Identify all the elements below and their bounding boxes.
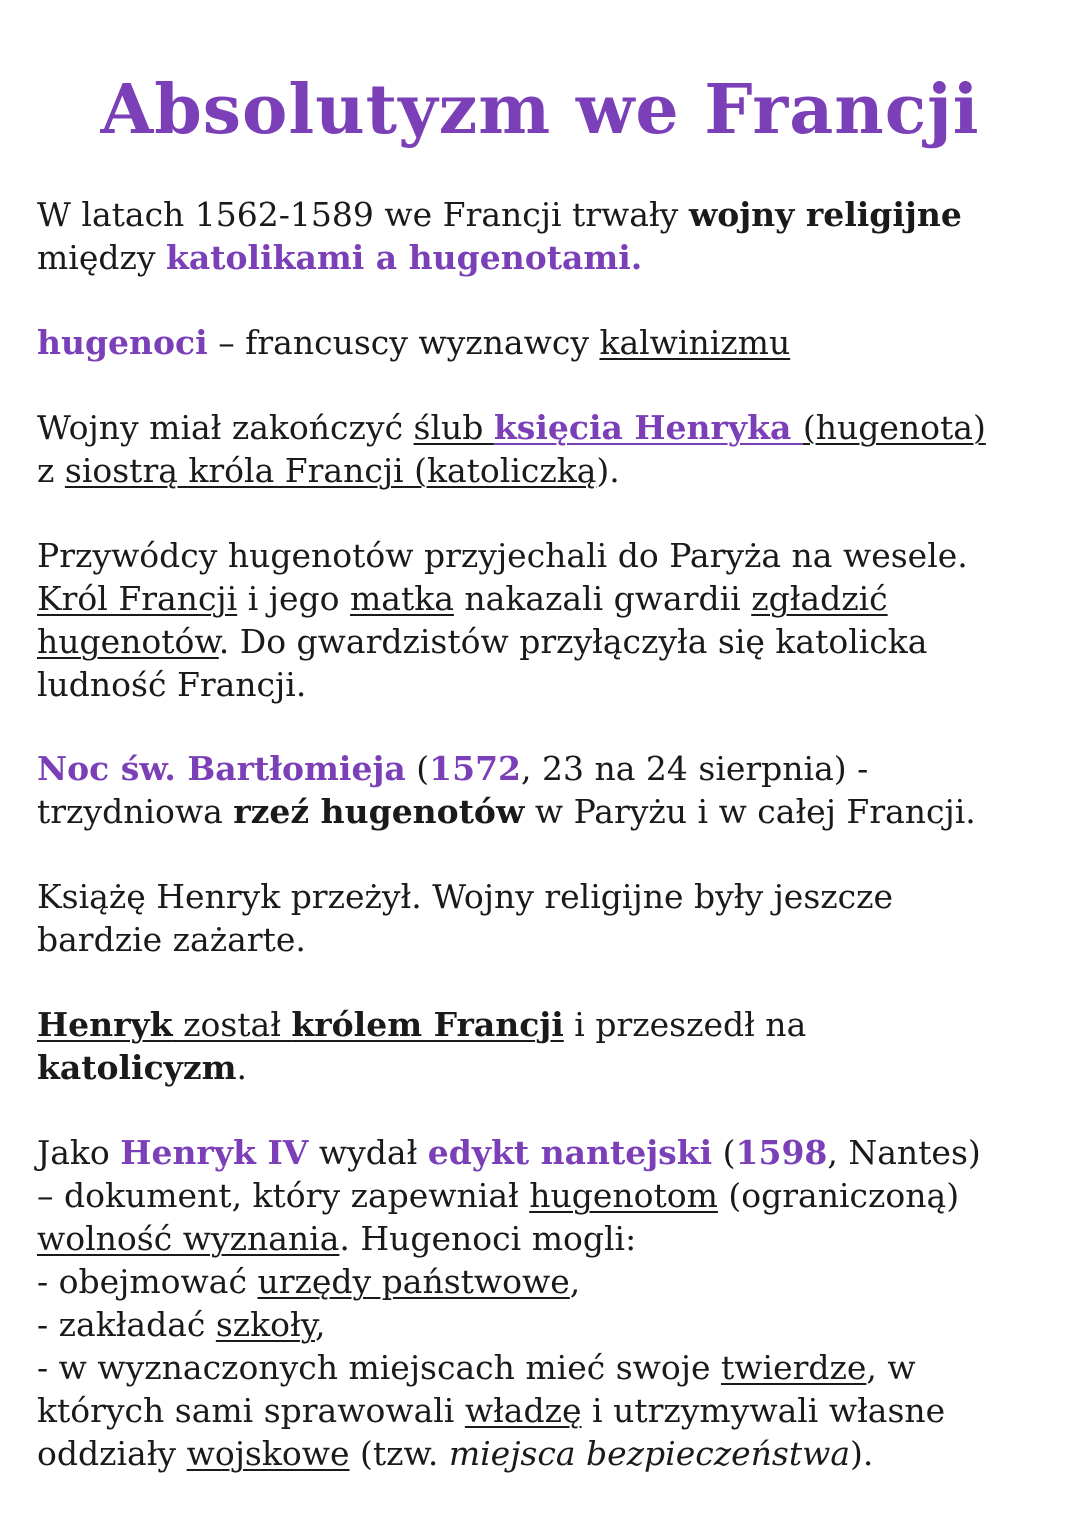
text-span: (ograniczoną) <box>717 1176 960 1215</box>
text-line <box>37 449 1057 492</box>
underlined-term: Król Francji <box>37 579 238 618</box>
underlined-term: twierdze <box>721 1348 867 1387</box>
text-span: - zakładać <box>37 1305 216 1344</box>
list-item <box>37 1303 1057 1346</box>
text-line <box>37 406 1057 449</box>
paragraph-paris-wedding <box>37 534 1057 706</box>
underlined-term: hugenotom <box>529 1176 718 1215</box>
paragraph-wedding <box>37 406 1057 492</box>
underlined-term: został <box>172 1005 292 1044</box>
underlined-term: zgładzić <box>751 579 888 618</box>
text-span: - obejmować <box>37 1262 258 1301</box>
underlined-term: hugenotów <box>37 622 219 661</box>
text-span: ). <box>596 451 620 490</box>
text-span: . Hugenoci mogli: <box>339 1219 637 1258</box>
text-line <box>37 790 1057 833</box>
text-span: – dokument, który zapewniał <box>37 1176 530 1215</box>
text-span: , <box>569 1262 581 1301</box>
underlined-term: matka <box>350 579 454 618</box>
text-span: wydał <box>308 1133 428 1172</box>
text-line <box>37 1389 1057 1432</box>
text-span: - w wyznaczonych miejscach mieć swoje <box>37 1348 722 1387</box>
bold-term: Henryk <box>37 1005 173 1044</box>
list-item <box>37 1346 1057 1389</box>
text-line <box>37 620 1057 663</box>
text-span: między <box>37 238 167 277</box>
text-span: trzydniowa <box>37 792 234 831</box>
text-span: . Do gwardzistów przyłączyła się katolicka <box>218 622 928 661</box>
text-span: ( <box>712 1133 736 1172</box>
text-span: , w <box>866 1348 916 1387</box>
text-span: , 23 na 24 sierpnia) - <box>521 749 869 788</box>
bold-term: katolicyzm <box>37 1048 237 1087</box>
paragraph-henry-king <box>37 1003 1057 1089</box>
text-line <box>37 236 1057 279</box>
text-line: bardzie zażarte. <box>37 920 306 959</box>
highlight-term: katolikami a hugenotami. <box>166 238 643 277</box>
underlined-term: (hugenota) <box>802 408 986 447</box>
underlined-term: kalwinizmu <box>599 323 791 362</box>
underlined-term: wolność wyznania <box>37 1219 340 1258</box>
page-title: Absolutyzm we Francji <box>100 70 980 150</box>
text-line <box>37 1432 1057 1475</box>
text-span: oddziały <box>37 1434 187 1473</box>
bold-term: rzeź hugenotów <box>233 792 525 831</box>
text-span: – francuscy wyznawcy <box>207 323 600 362</box>
text-span: (tzw. <box>349 1434 449 1473</box>
text-span: nakazali gwardii <box>453 579 752 618</box>
underlined-term: urzędy państwowe <box>257 1262 570 1301</box>
underlined-term: ślub <box>413 408 494 447</box>
text-span: ( <box>405 749 430 788</box>
text-line: Przywódcy hugenotów przyjechali do Paryża na wesele. <box>37 536 968 575</box>
list-item <box>37 1260 1057 1303</box>
text-span: Wojny miał zakończyć <box>37 408 414 447</box>
underlined-term: siostrą króla Francji (katoliczką <box>64 451 597 490</box>
paragraph-huguenots-definition <box>37 321 1057 364</box>
highlight-term: edykt nantejski <box>427 1133 713 1172</box>
paragraph-edict-of-nantes <box>37 1131 1057 1475</box>
text-span: Jako <box>37 1133 121 1172</box>
text-span: . <box>236 1048 247 1087</box>
text-span: , Nantes) <box>827 1133 981 1172</box>
italic-term: miejsca bezpieczeństwa <box>448 1434 851 1473</box>
text-line <box>37 1174 1057 1217</box>
underlined-term: wojskowe <box>186 1434 350 1473</box>
text-span: których sami sprawowali <box>37 1391 465 1430</box>
text-span: W latach 1562-1589 we Francji trwały <box>37 195 689 234</box>
paragraph-religious-wars <box>37 193 1057 279</box>
paragraph-henry-survived <box>37 875 1057 961</box>
bold-term: wojny religijne <box>688 195 962 234</box>
text-span: i utrzymywali własne <box>581 1391 946 1430</box>
highlight-year: 1572 <box>429 749 522 788</box>
underlined-term: szkoły <box>215 1305 315 1344</box>
highlight-term: hugenoci <box>37 323 208 362</box>
text-span: w Paryżu i w całej Francji. <box>524 792 976 831</box>
underlined-term: władzę <box>464 1391 582 1430</box>
bold-term: królem Francji <box>291 1005 564 1044</box>
text-span: , <box>315 1305 326 1344</box>
paragraph-st-bartholomew <box>37 747 1057 833</box>
text-span: ). <box>850 1434 874 1473</box>
text-line <box>37 321 1057 364</box>
highlight-term: księcia Henryka <box>493 408 803 447</box>
highlight-term: Noc św. Bartłomieja <box>37 749 406 788</box>
text-line <box>37 193 1057 236</box>
text-line: Książę Henryk przeżył. Wojny religijne były jeszcze <box>37 877 894 916</box>
text-line <box>37 1131 1057 1174</box>
text-span: z <box>37 451 65 490</box>
text-line <box>37 1217 1057 1260</box>
text-span: i jego <box>237 579 350 618</box>
highlight-term: Henryk IV <box>120 1133 309 1172</box>
highlight-year: 1598 <box>735 1133 828 1172</box>
text-line <box>37 577 1057 620</box>
text-line <box>37 1003 1057 1046</box>
text-line: ludność Francji. <box>37 665 307 704</box>
text-line <box>37 747 1057 790</box>
text-line <box>37 1046 1057 1089</box>
text-span: i przeszedł na <box>563 1005 807 1044</box>
